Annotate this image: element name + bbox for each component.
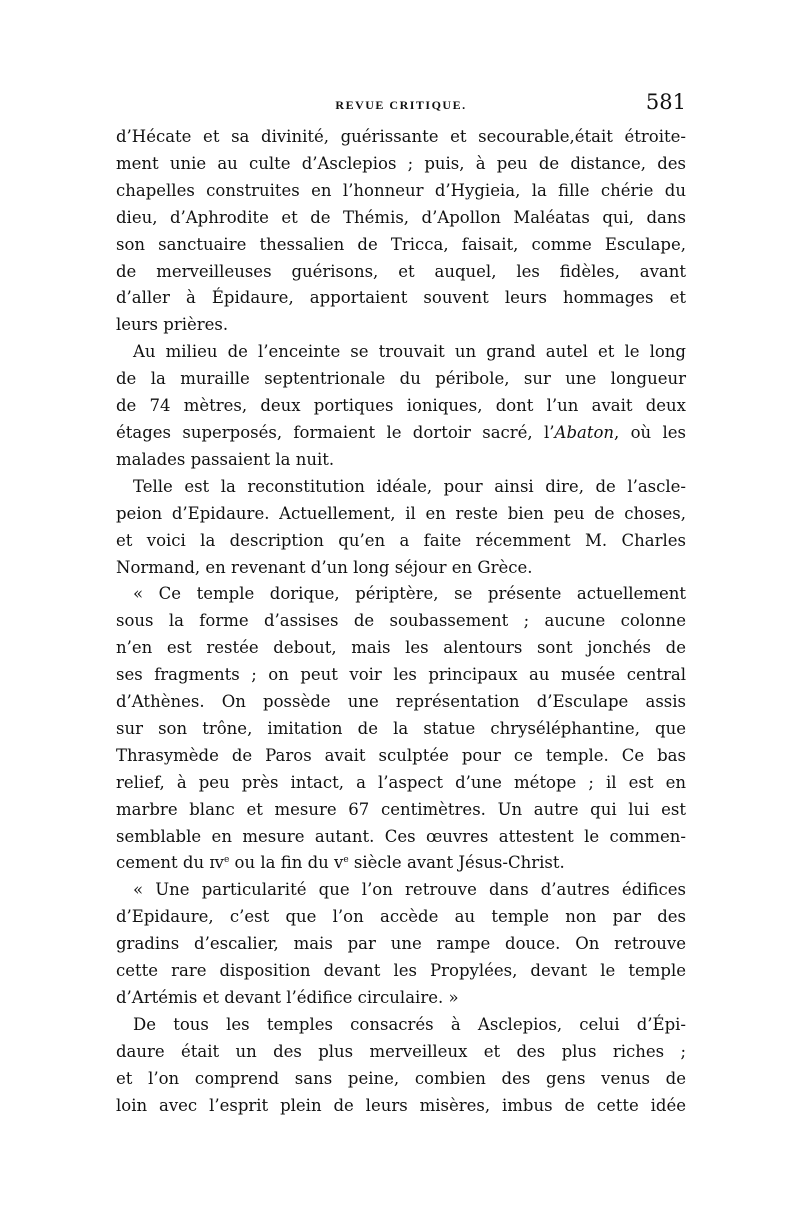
superscript: e (343, 855, 349, 866)
text-line: dieu, d’Aphrodite et de Thémis, d’Apollon Maléatas qui, dans (116, 207, 686, 227)
text-line: peion d’Epidaure. Actuellement, il en reste bien peu de choses, (116, 503, 686, 523)
text-line: d’Epidaure, c’est que l’on accède au temple non par des (116, 907, 686, 927)
text-line: semblable en mesure autant. Ces œuvres attestent le commen- (116, 826, 686, 846)
book-page (116, 90, 686, 1150)
text-line-with-superscripts (116, 850, 686, 877)
text-line-with-italic (116, 420, 686, 447)
text-segment: ou la fin du v (229, 853, 344, 873)
text-line: leurs prières. (116, 315, 229, 335)
text-line: loin avec l’esprit plein de leurs misères, imbus de cette idée (116, 1095, 686, 1115)
text-line: ses fragments ; on peut voir les principaux au musée central (116, 665, 686, 685)
text-line: son sanctuaire thessalien de Tricca, faisait, comme Esculape, (116, 234, 686, 254)
text-line: ment unie au culte d’Asclepios ; puis, à peu de distance, des (116, 153, 686, 173)
text-line: Au milieu de l’enceinte se trouvait un grand autel et le long (133, 342, 686, 362)
text-line: sur son trône, imitation de la statue chryséléphantine, que (116, 718, 686, 738)
text-line: d’Athènes. On possède une représentation d’Esculape assis (116, 692, 686, 712)
text-line: gradins d’escalier, mais par une rampe douce. On retrouve (116, 934, 686, 954)
text-line: de merveilleuses guérisons, et auquel, les fidèles, avant (116, 261, 686, 281)
text-line: et voici la description qu’en a faite récemment M. Charles (116, 530, 686, 550)
text-line: Telle est la reconstitution idéale, pour ainsi dire, de l’ascle- (133, 476, 686, 496)
running-head (116, 90, 686, 124)
text-line: sous la forme d’assises de soubassement ; aucune colonne (116, 611, 686, 631)
text-segment: cement du ɪv (116, 853, 224, 873)
text-line: n’en est restée debout, mais les alentours sont jonchés de (116, 638, 686, 658)
text-line: de 74 mètres, deux portiques ioniques, dont l’un avait deux (116, 396, 686, 416)
text-line: marbre blanc et mesure 67 centimètres. Un autre qui lui est (116, 799, 686, 819)
text-line: daure était un des plus merveilleux et des plus riches ; (116, 1041, 686, 1061)
text-line: d’Artémis et devant l’édifice circulaire. » (116, 988, 459, 1007)
page-number: 581 (645, 90, 686, 114)
text-line: d’aller à Épidaure, apportaient souvent leurs hommages et (116, 288, 686, 308)
text-line: de la muraille septentrionale du péribole, sur une longueur (116, 369, 686, 389)
running-title: REVUE CRITIQUE. (335, 98, 467, 112)
body-text (116, 124, 686, 1120)
text-line: et l’on comprend sans peine, combien des gens venus de (116, 1068, 686, 1088)
italic-term: Abaton (554, 422, 615, 442)
text-line: cette rare disposition devant les Propylées, devant le temple (116, 961, 686, 981)
text-line: relief, à peu près intact, a l’aspect d’une métope ; il est en (116, 772, 686, 792)
text-line: chapelles construites en l’honneur d’Hygieia, la fille chérie du (116, 180, 686, 200)
text-line: malades passaient la nuit. (116, 449, 335, 469)
text-line: De tous les temples consacrés à Asclepios, celui d’Épi- (133, 1014, 686, 1034)
text-segment: étages superposés, formaient le dortoir sacré, l’ (116, 422, 555, 442)
text-segment: siècle avant Jésus-Christ. (348, 853, 565, 873)
text-line: « Ce temple dorique, périptère, se présente actuellement (133, 584, 686, 604)
text-segment: , où les (614, 422, 686, 442)
superscript: e (223, 855, 230, 866)
text-line: « Une particularité que l’on retrouve dans d’autres édifices (133, 880, 686, 900)
text-line: Normand, en revenant d’un long séjour en Grèce. (116, 557, 533, 577)
text-line: Thrasymède de Paros avait sculptée pour ce temple. Ce bas (116, 745, 686, 765)
text-line: d’Hécate et sa divinité, guérissante et secourable,était étroite- (116, 127, 686, 146)
